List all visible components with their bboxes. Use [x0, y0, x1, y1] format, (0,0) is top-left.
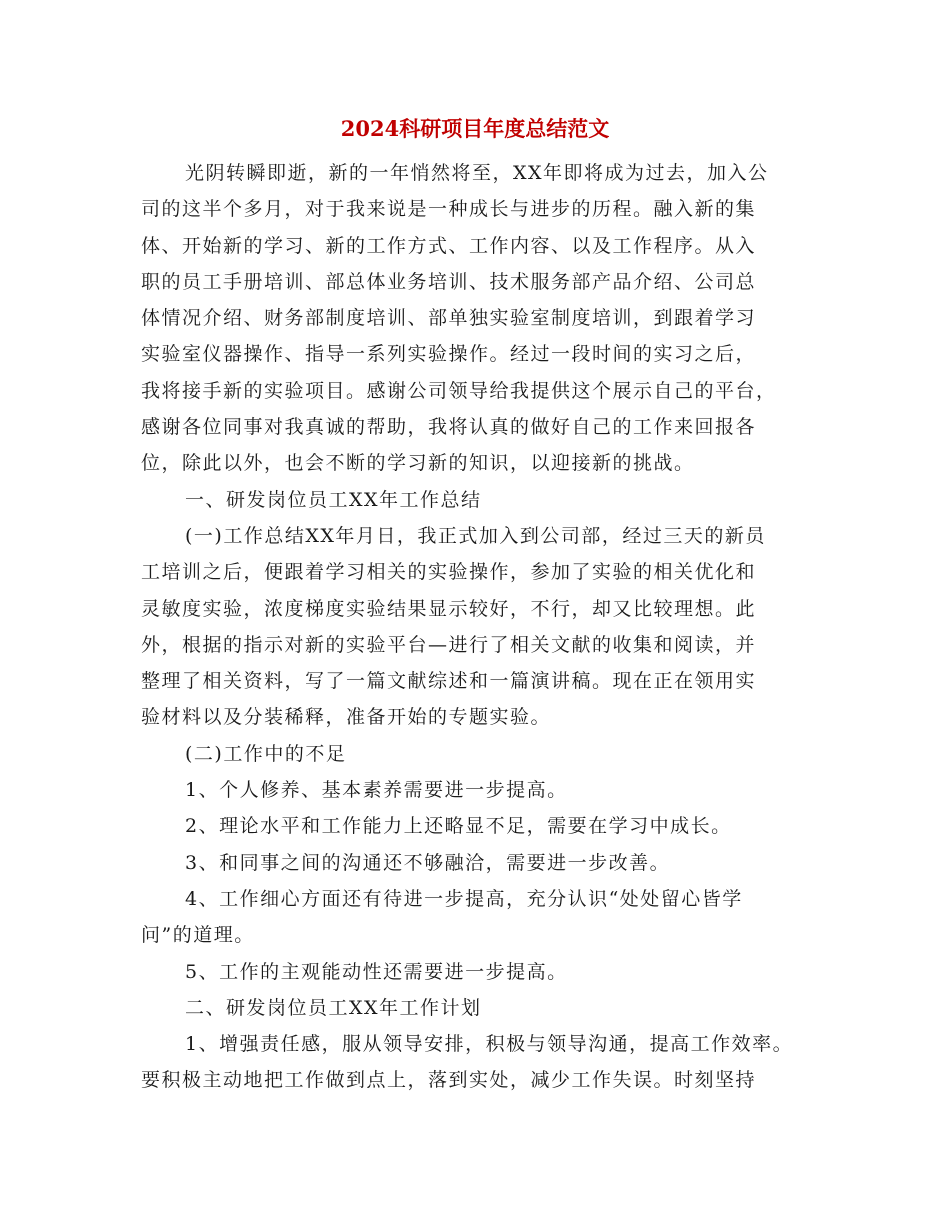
- text-line: 二、研发岗位员工XX年工作计划: [185, 996, 482, 1019]
- text-line: 4、工作细心方面还有待进一步提高，充分认识“处处留心皆学: [185, 887, 743, 910]
- text-line: 职的员工手册培训、部总体业务培训、技术服务部产品介绍、公司总: [141, 270, 757, 293]
- text-line: 要积极主动地把工作做到点上，落到实处，减少工作失误。时刻坚持: [141, 1069, 757, 1092]
- document-title: 2024科研项目年度总结范文: [340, 116, 610, 141]
- text-line: 外，根据的指示对新的实验平台—进行了相关文献的收集和阅读，并: [141, 633, 757, 656]
- text-line: 感谢各位同事对我真诚的帮助，我将认真的做好自己的工作来回报各: [141, 416, 757, 439]
- text-line: 1、增强责任感，服从领导安排，积极与领导沟通，提高工作效率。: [185, 1033, 794, 1056]
- text-line: 工培训之后，便跟着学习相关的实验操作，参加了实验的相关优化和: [141, 561, 757, 584]
- text-line: 司的这半个多月，对于我来说是一种成长与进步的历程。融入新的集: [141, 198, 757, 221]
- text-line: 光阴转瞬即逝，新的一年悄然将至，XX年即将成为过去，加入公: [185, 162, 769, 184]
- text-line: 5、工作的主观能动性还需要进一步提高。: [185, 960, 568, 983]
- text-line: 体、开始新的学习、新的工作方式、工作内容、以及工作程序。从入: [141, 234, 757, 257]
- text-line: 一、研发岗位员工XX年工作总结: [185, 488, 482, 511]
- document-body: [141, 155, 831, 1099]
- text-line: 1、个人修养、基本素养需要进一步提高。: [185, 779, 568, 802]
- text-line: 2、理论水平和工作能力上还略显不足，需要在学习中成长。: [185, 815, 732, 838]
- text-line: (二)工作中的不足: [185, 742, 347, 765]
- text-line: 灵敏度实验，浓度梯度实验结果显示较好，不行，却又比较理想。此: [141, 597, 757, 620]
- text-line: 位，除此以外，也会不断的学习新的知识，以迎接新的挑战。: [141, 452, 695, 475]
- text-line: 体情况介绍、财务部制度培训、部单独实验室制度培训，到跟着学习: [141, 307, 757, 330]
- text-line: (一)工作总结XX年月日，我正式加入到公司部，经过三天的新员: [185, 524, 766, 547]
- text-line: 整理了相关资料，写了一篇文献综述和一篇演讲稿。现在正在领用实: [141, 670, 757, 693]
- text-line: 3、和同事之间的沟通还不够融洽，需要进一步改善。: [185, 851, 671, 874]
- text-line: 我将接手新的实验项目。感谢公司领导给我提供这个展示自己的平台，: [141, 379, 777, 402]
- text-line: 问”的道理。: [141, 924, 255, 947]
- text-line: 实验室仪器操作、指导一系列实验操作。经过一段时间的实习之后，: [141, 343, 757, 366]
- text-line: 验材料以及分装稀释，准备开始的专题实验。: [141, 706, 552, 729]
